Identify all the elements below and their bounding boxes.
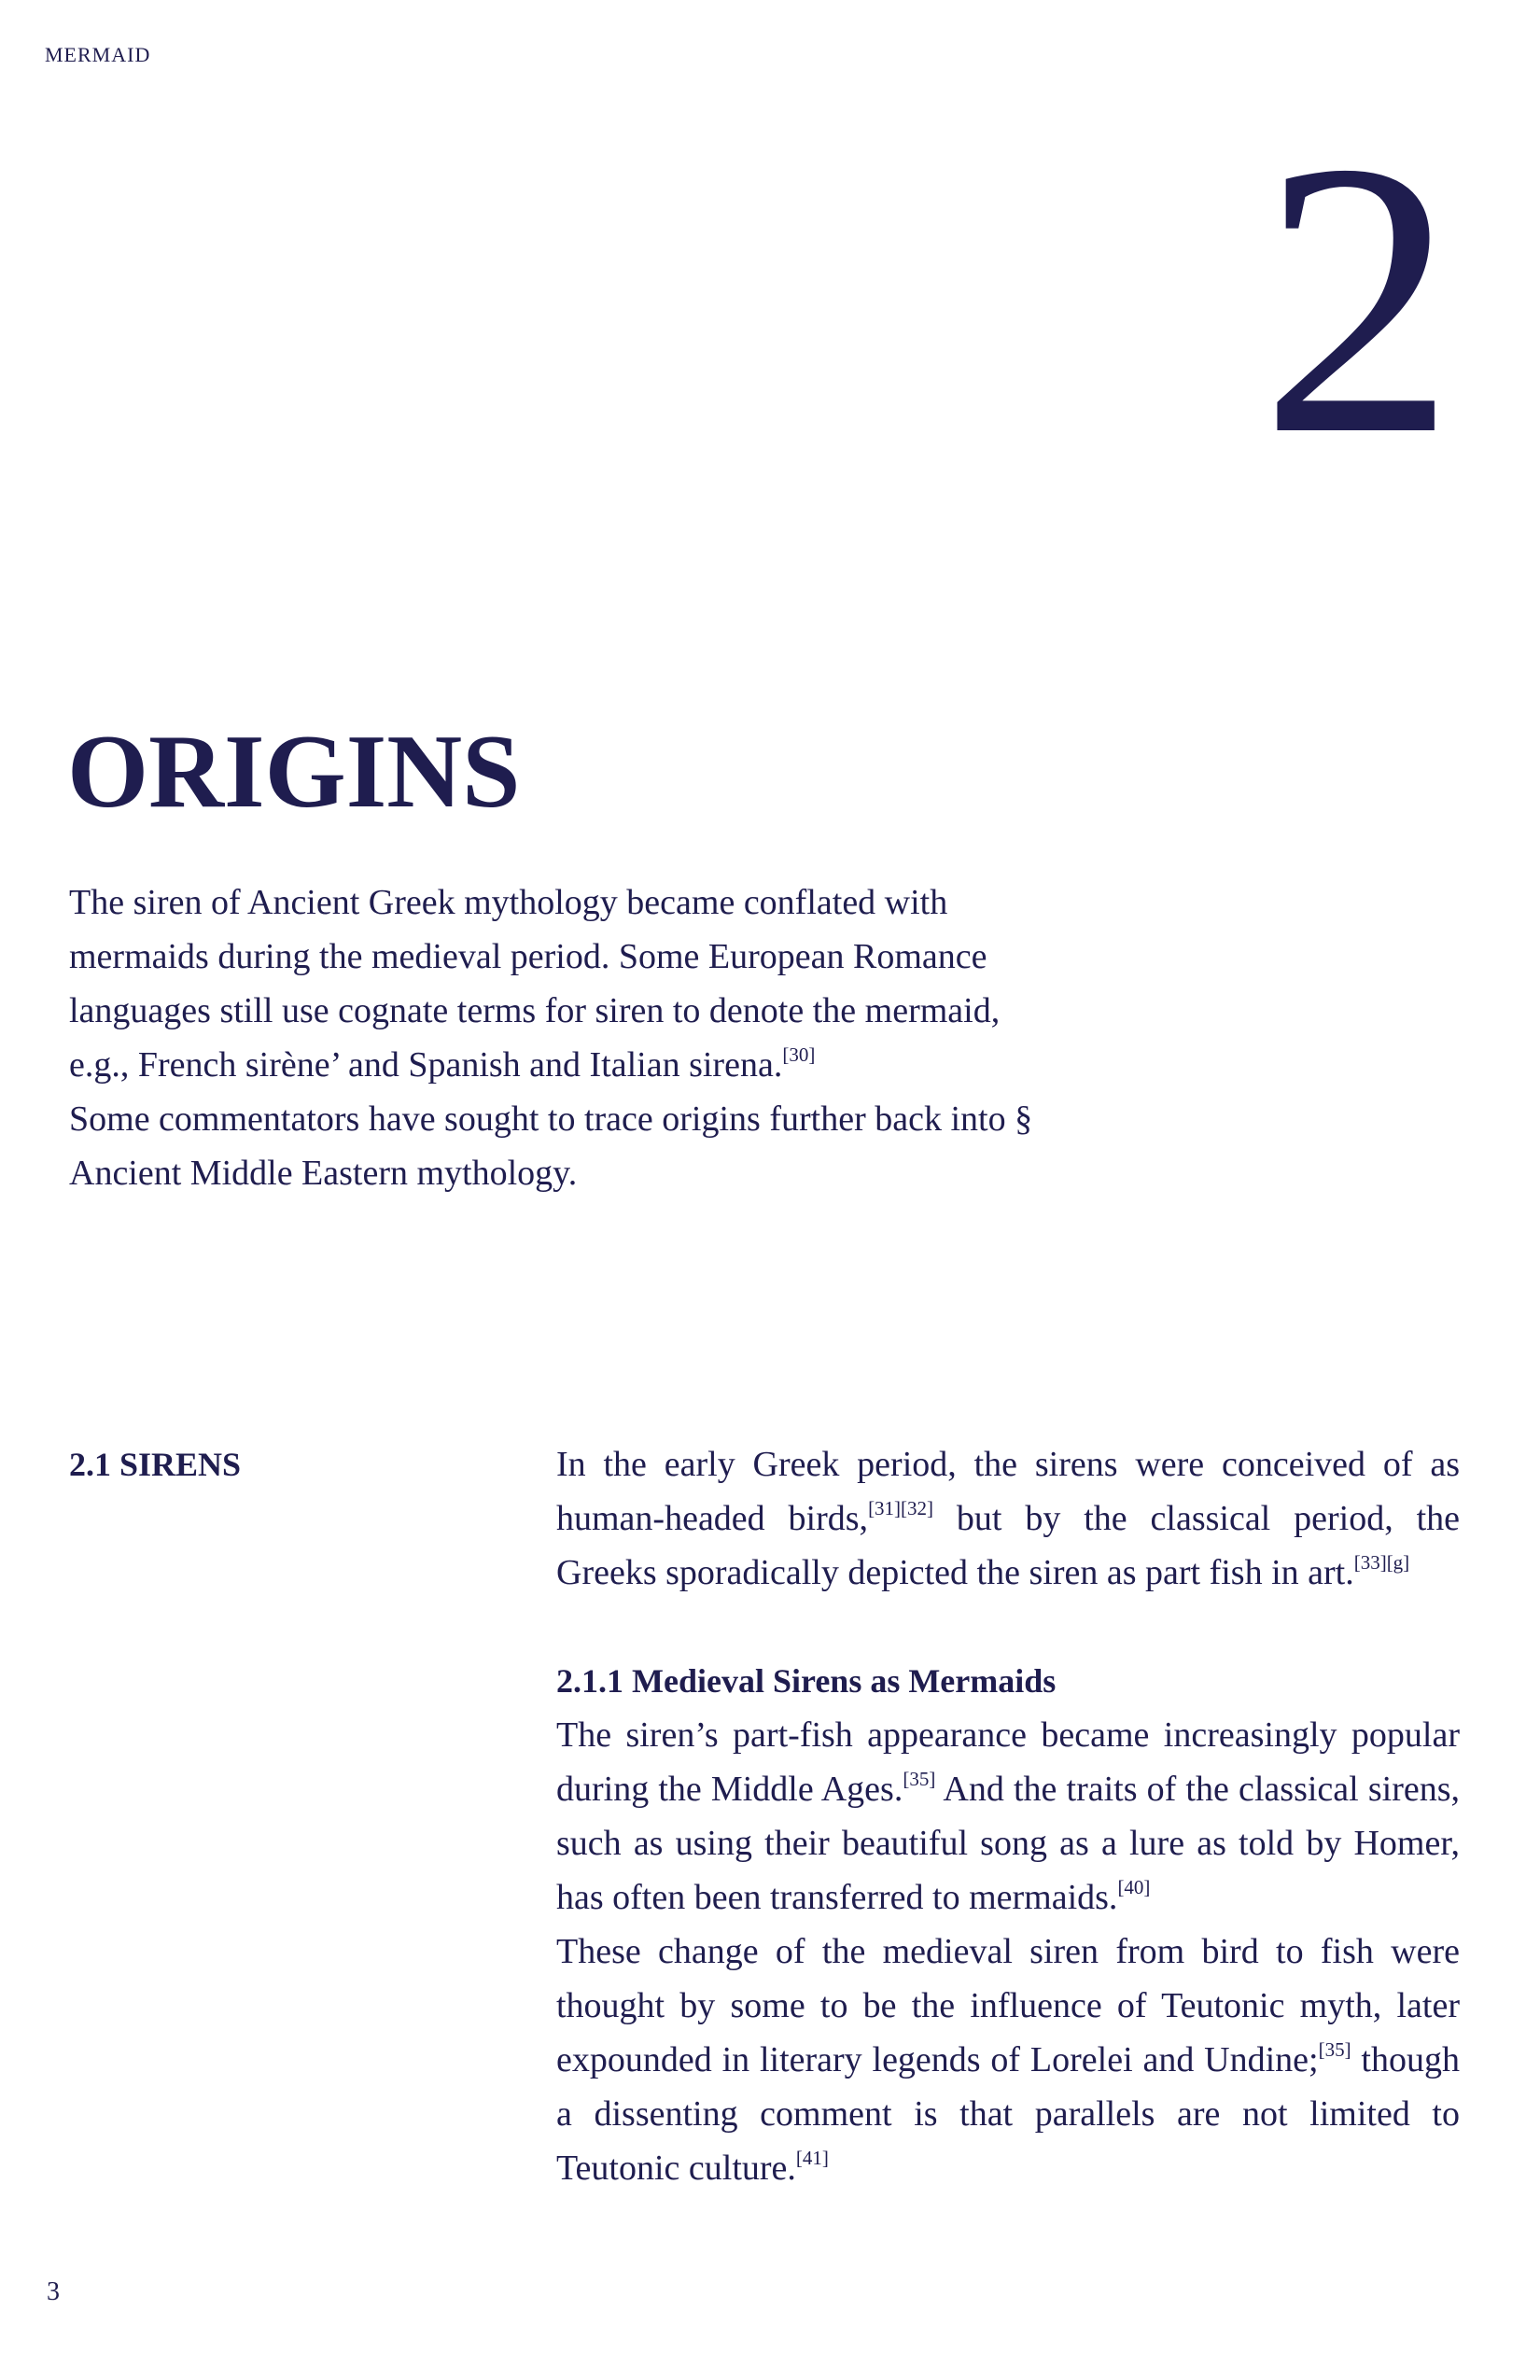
- citation-ref[interactable]: [35]: [1318, 2038, 1351, 2062]
- section-paragraph-1-text-b: but by the classical period, the Greeks sporadically depicted the siren as part fish in art.: [556, 1499, 1460, 1592]
- running-header: MERMAID: [45, 43, 151, 66]
- section-paragraph-1-text-a: In the early Greek period, the sirens were conceived of as human-headed birds,: [556, 1445, 1460, 1538]
- intro-paragraph-1: [69, 875, 1058, 1092]
- subsection-heading: 2.1.1 Medieval Sirens as Mermaids: [556, 1662, 1057, 1700]
- citation-ref[interactable]: [41]: [795, 2147, 829, 2170]
- section-paragraph-1: [556, 1437, 1460, 1600]
- subsection-paragraph-2-text-a: These change of the medieval siren from bird to fish were thought by some to be the influence of Teutonic myth, later expounded in literary legends of Lorelei and Undine;: [556, 1932, 1460, 2079]
- citation-ref[interactable]: [35]: [903, 1768, 936, 1791]
- subsection-paragraph-2-text-b: though a dissenting comment is that parallels are not limited to Teutonic culture.: [556, 2040, 1460, 2188]
- subsection-paragraph-2: [556, 1925, 1460, 2195]
- intro-block: [69, 875, 1058, 1200]
- subsection-paragraph-1-text-b: And the traits of the classical sirens, such as using their beautiful song as a lure as told by Homer, has often been transferred to mermaids.: [556, 1770, 1460, 1917]
- page-number: 3: [47, 2277, 60, 2306]
- subsection-paragraph-1: [556, 1708, 1460, 1925]
- intro-paragraph-1-text: The siren of Ancient Greek mythology became conflated with mermaids during the medieval period. Some European Romance languages still use cognate terms for siren to denote the mermaid, e.g., French sirène’ and Spanish and Italian sirena.: [69, 883, 1001, 1085]
- citation-ref[interactable]: [33][g]: [1353, 1551, 1410, 1575]
- section-heading: 2.1 SIRENS: [69, 1446, 242, 1483]
- paragraph-gap: [556, 1600, 1460, 1654]
- citation-ref[interactable]: [30]: [782, 1043, 816, 1067]
- citation-ref[interactable]: [40]: [1117, 1876, 1151, 1899]
- intro-paragraph-2: Some commentators have sought to trace origins further back into § Ancient Middle Eastern mythology.: [69, 1099, 1033, 1193]
- citation-ref[interactable]: [31][32]: [868, 1497, 934, 1520]
- chapter-number: 2: [1260, 81, 1456, 515]
- subsection-paragraph-1-text-a: The siren’s part-fish appearance became increasingly popular during the Middle Ages.: [556, 1715, 1460, 1809]
- chapter-title: ORIGINS: [67, 714, 521, 830]
- section-body: [556, 1437, 1460, 2195]
